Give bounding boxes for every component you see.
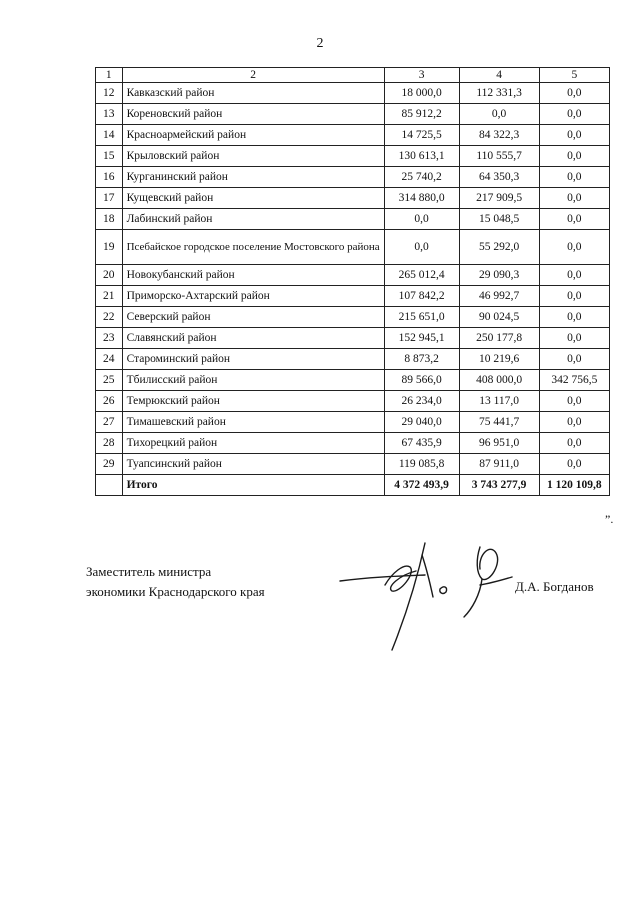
value-col-5: 0,0 bbox=[539, 209, 609, 230]
value-col-4: 64 350,3 bbox=[459, 167, 539, 188]
row-number: 29 bbox=[96, 454, 123, 475]
row-number: 18 bbox=[96, 209, 123, 230]
row-number: 21 bbox=[96, 286, 123, 307]
table-row bbox=[96, 104, 610, 125]
district-name: Псебайское городское поселение Мостовского района bbox=[122, 230, 384, 265]
district-name: Туапсинский район bbox=[122, 454, 384, 475]
closing-quote: ”. bbox=[605, 512, 614, 526]
value-col-5: 0,0 bbox=[539, 433, 609, 454]
value-col-3: 0,0 bbox=[384, 230, 459, 265]
district-name: Новокубанский район bbox=[122, 265, 384, 286]
allocation-table bbox=[95, 67, 610, 496]
value-col-4: 217 909,5 bbox=[459, 188, 539, 209]
district-name: Приморско-Ахтарский район bbox=[122, 286, 384, 307]
column-header: 4 bbox=[459, 68, 539, 83]
signatory-name: Д.А. Богданов bbox=[515, 579, 594, 594]
signatory-title-line-2: экономики Краснодарского края bbox=[86, 584, 265, 599]
value-col-5: 0,0 bbox=[539, 167, 609, 188]
value-col-4: 13 117,0 bbox=[459, 391, 539, 412]
table-row bbox=[96, 125, 610, 146]
district-name: Лабинский район bbox=[122, 209, 384, 230]
value-col-5: 0,0 bbox=[539, 230, 609, 265]
value-col-5: 0,0 bbox=[539, 454, 609, 475]
column-header: 3 bbox=[384, 68, 459, 83]
row-number: 28 bbox=[96, 433, 123, 454]
table-row bbox=[96, 412, 610, 433]
value-col-4: 75 441,7 bbox=[459, 412, 539, 433]
table-row bbox=[96, 230, 610, 265]
table-row bbox=[96, 349, 610, 370]
row-number: 19 bbox=[96, 230, 123, 265]
row-number: 26 bbox=[96, 391, 123, 412]
value-col-4: 10 219,6 bbox=[459, 349, 539, 370]
table-header-row bbox=[96, 68, 610, 83]
total-col-5: 1 120 109,8 bbox=[539, 475, 609, 496]
value-col-5: 0,0 bbox=[539, 307, 609, 328]
value-col-3: 85 912,2 bbox=[384, 104, 459, 125]
row-number: 17 bbox=[96, 188, 123, 209]
district-name: Тимашевский район bbox=[122, 412, 384, 433]
district-name: Крыловский район bbox=[122, 146, 384, 167]
value-col-4: 84 322,3 bbox=[459, 125, 539, 146]
page-number: 2 bbox=[316, 36, 324, 51]
total-col-3: 4 372 493,9 bbox=[384, 475, 459, 496]
row-number: 15 bbox=[96, 146, 123, 167]
district-name: Кущевский район bbox=[122, 188, 384, 209]
table-row bbox=[96, 433, 610, 454]
value-col-5: 0,0 bbox=[539, 83, 609, 104]
value-col-5: 0,0 bbox=[539, 328, 609, 349]
value-col-3: 130 613,1 bbox=[384, 146, 459, 167]
value-col-3: 107 842,2 bbox=[384, 286, 459, 307]
value-col-5: 0,0 bbox=[539, 146, 609, 167]
value-col-5: 0,0 bbox=[539, 104, 609, 125]
value-col-4: 408 000,0 bbox=[459, 370, 539, 391]
table-row bbox=[96, 265, 610, 286]
district-name: Кореновский район bbox=[122, 104, 384, 125]
total-col-4: 3 743 277,9 bbox=[459, 475, 539, 496]
row-number: 22 bbox=[96, 307, 123, 328]
value-col-3: 18 000,0 bbox=[384, 83, 459, 104]
district-name: Кавказский район bbox=[122, 83, 384, 104]
value-col-3: 119 085,8 bbox=[384, 454, 459, 475]
row-number: 24 bbox=[96, 349, 123, 370]
value-col-3: 25 740,2 bbox=[384, 167, 459, 188]
total-row bbox=[96, 475, 610, 496]
value-col-4: 29 090,3 bbox=[459, 265, 539, 286]
district-name: Северский район bbox=[122, 307, 384, 328]
value-col-3: 29 040,0 bbox=[384, 412, 459, 433]
table-row bbox=[96, 307, 610, 328]
district-name: Тихорецкий район bbox=[122, 433, 384, 454]
value-col-3: 215 651,0 bbox=[384, 307, 459, 328]
district-name: Тбилисский район bbox=[122, 370, 384, 391]
value-col-3: 14 725,5 bbox=[384, 125, 459, 146]
table-row bbox=[96, 370, 610, 391]
column-header: 5 bbox=[539, 68, 609, 83]
value-col-4: 55 292,0 bbox=[459, 230, 539, 265]
value-col-5: 0,0 bbox=[539, 265, 609, 286]
value-col-4: 90 024,5 bbox=[459, 307, 539, 328]
district-name: Славянский район bbox=[122, 328, 384, 349]
value-col-3: 8 873,2 bbox=[384, 349, 459, 370]
value-col-3: 265 012,4 bbox=[384, 265, 459, 286]
value-col-5: 0,0 bbox=[539, 391, 609, 412]
value-col-5: 0,0 bbox=[539, 349, 609, 370]
table-row bbox=[96, 167, 610, 188]
signatory-block bbox=[86, 562, 265, 602]
value-col-3: 89 566,0 bbox=[384, 370, 459, 391]
value-col-4: 0,0 bbox=[459, 104, 539, 125]
value-col-3: 314 880,0 bbox=[384, 188, 459, 209]
district-name: Староминский район bbox=[122, 349, 384, 370]
row-number: 27 bbox=[96, 412, 123, 433]
column-header: 2 bbox=[122, 68, 384, 83]
table-row bbox=[96, 286, 610, 307]
value-col-4: 87 911,0 bbox=[459, 454, 539, 475]
row-number: 16 bbox=[96, 167, 123, 188]
value-col-5: 0,0 bbox=[539, 412, 609, 433]
table-body bbox=[96, 83, 610, 496]
row-number: 13 bbox=[96, 104, 123, 125]
value-col-3: 67 435,9 bbox=[384, 433, 459, 454]
table-row bbox=[96, 188, 610, 209]
table-row bbox=[96, 83, 610, 104]
table-row bbox=[96, 146, 610, 167]
value-col-3: 26 234,0 bbox=[384, 391, 459, 412]
row-number: 14 bbox=[96, 125, 123, 146]
column-header: 1 bbox=[96, 68, 123, 83]
table-row bbox=[96, 209, 610, 230]
value-col-4: 250 177,8 bbox=[459, 328, 539, 349]
value-col-4: 112 331,3 bbox=[459, 83, 539, 104]
district-name: Темрюкский район bbox=[122, 391, 384, 412]
district-name: Курганинский район bbox=[122, 167, 384, 188]
row-number: 23 bbox=[96, 328, 123, 349]
value-col-4: 96 951,0 bbox=[459, 433, 539, 454]
table-row bbox=[96, 391, 610, 412]
value-col-4: 15 048,5 bbox=[459, 209, 539, 230]
handwritten-signature bbox=[330, 525, 520, 655]
row-number: 25 bbox=[96, 370, 123, 391]
value-col-4: 110 555,7 bbox=[459, 146, 539, 167]
total-label: Итого bbox=[122, 475, 384, 496]
row-number: 12 bbox=[96, 83, 123, 104]
value-col-5: 342 756,5 bbox=[539, 370, 609, 391]
table-row bbox=[96, 328, 610, 349]
signatory-title-line-1: Заместитель министра bbox=[86, 564, 212, 579]
row-number: 20 bbox=[96, 265, 123, 286]
value-col-4: 46 992,7 bbox=[459, 286, 539, 307]
value-col-3: 152 945,1 bbox=[384, 328, 459, 349]
district-name: Красноармейский район bbox=[122, 125, 384, 146]
value-col-5: 0,0 bbox=[539, 125, 609, 146]
table-row bbox=[96, 454, 610, 475]
value-col-5: 0,0 bbox=[539, 188, 609, 209]
total-number-cell bbox=[96, 475, 123, 496]
value-col-5: 0,0 bbox=[539, 286, 609, 307]
value-col-3: 0,0 bbox=[384, 209, 459, 230]
